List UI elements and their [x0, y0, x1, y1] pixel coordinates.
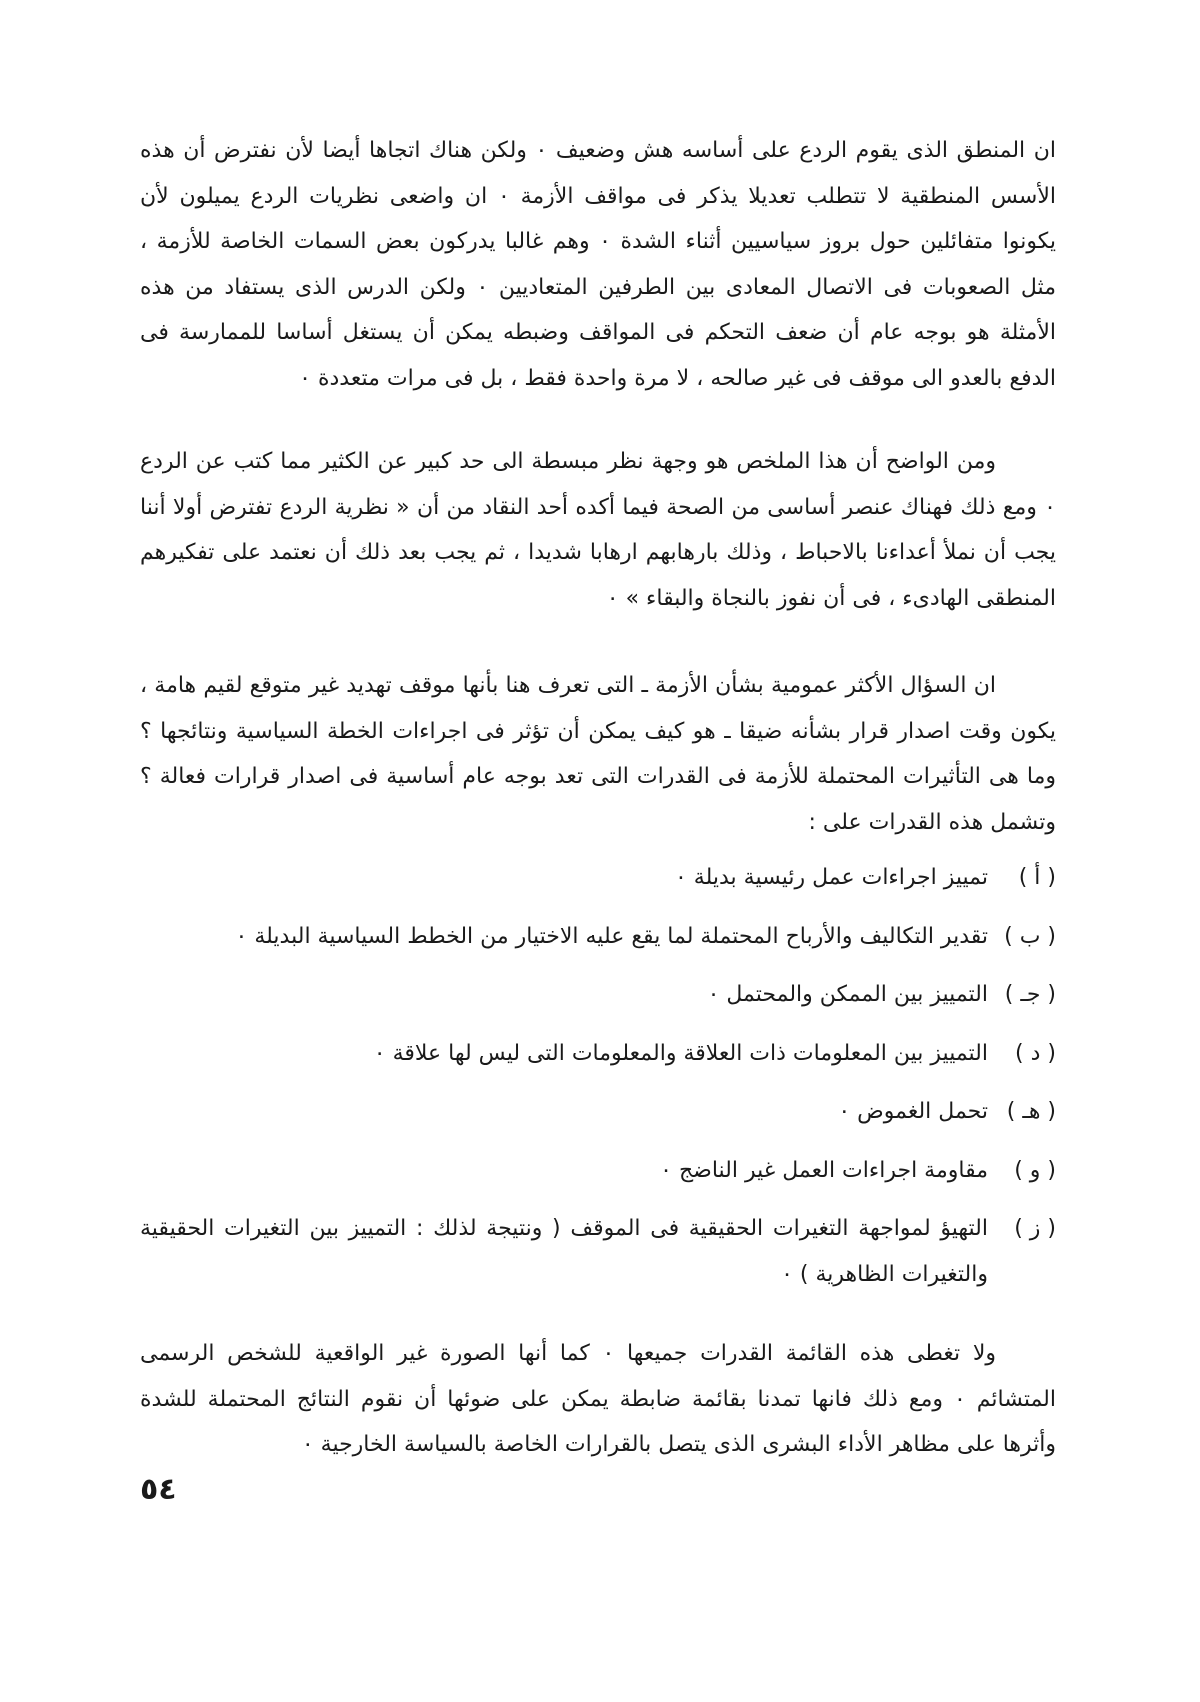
list-marker: ( د )	[1015, 1040, 1056, 1066]
list-item	[140, 1031, 1056, 1077]
paragraph-summary-critique: ومن الواضح أن هذا الملخص هو وجهة نظر مبسطة الى حد كبير عن الكثير مما كتب عن الردع ٠ ومع ذلك فهناك عنصر أساسى من الصحة فيما أكده أحد النقاد من أن « نظرية الردع تفترض أولا أننا يجب أن نملأ أعداءنا بالاحباط ، وذلك بارهابهم ارهابا شديدا ، ثم يجب بعد ذلك أن نعتمد على تفكيرهم المنطقى الهادىء ، فى أن نفوز بالنجاة والبقاء » ٠	[140, 449, 1056, 611]
list-item-text: تمييز اجراءات عمل رئيسية بديلة ٠	[674, 865, 988, 890]
list-item-text: التهيؤ لمواجهة التغيرات الحقيقية فى الموقف ( ونتيجة لذلك : التمييز بين التغيرات الحقيقية والتغيرات الظاهرية ) ٠	[140, 1216, 988, 1287]
list-marker: ( ز )	[1014, 1216, 1056, 1241]
list-item	[140, 1206, 1056, 1297]
list-marker: ( جـ )	[1004, 982, 1056, 1007]
list-item	[140, 914, 1056, 960]
capabilities-list	[140, 855, 1056, 1297]
list-item	[140, 1089, 1056, 1135]
list-marker: ( أ )	[1018, 865, 1056, 890]
paragraph-closing: ولا تغطى هذه القائمة القدرات جميعها ٠ كما أنها الصورة غير الواقعية للشخص الرسمى المتشائم ٠ ومع ذلك فانها تمدنا بقائمة ضابطة يمكن على ضوئها أن نقوم النتائج المحتملة للشدة وأثرها على مظاهر الأداء البشرى الذى يتصل بالقرارات الخاصة بالسياسة الخارجية ٠	[140, 1341, 1056, 1457]
paragraph-crisis-question: ان السؤال الأكثر عمومية بشأن الأزمة ـ التى تعرف هنا بأنها موقف تهديد غير متوقع لقيم هامة ، يكون وقت اصدار قرار بشأنه ضيقا ـ هو كيف يمكن أن تؤثر فى اجراءات الخطة السياسية ونتائجها ؟ وما هى التأثيرات المحتملة للأزمة فى القدرات التى تعد بوجه عام أساسية فى اصدار قرارات فعالة ؟ وتشمل هذه القدرات على :	[140, 673, 1056, 835]
list-item-text: التمييز بين المعلومات ذات العلاقة والمعلومات التى ليس لها علاقة ٠	[373, 1040, 988, 1066]
list-marker: ( ب )	[1004, 923, 1056, 949]
list-item	[140, 855, 1056, 901]
list-item-text: تحمل الغموض ٠	[838, 1099, 988, 1124]
list-marker: ( هـ )	[1006, 1099, 1056, 1124]
list-item-text: مقاومة اجراءات العمل غير الناضج ٠	[660, 1157, 988, 1183]
list-item-text: التمييز بين الممكن والمحتمل ٠	[707, 982, 988, 1007]
page-number: ٥٤	[140, 1472, 177, 1507]
list-item-text: تقدير التكاليف والأرباح المحتملة لما يقع عليه الاختيار من الخطط السياسية البديلة ٠	[235, 923, 988, 949]
list-item	[140, 1148, 1056, 1194]
list-marker: ( و )	[1014, 1157, 1056, 1183]
document-body	[140, 128, 1056, 1468]
list-item	[140, 972, 1056, 1018]
paragraph-deterrence-logic: ان المنطق الذى يقوم الردع على أساسه هش وضعيف ٠ ولكن هناك اتجاها أيضا لأن نفترض أن هذه الأسس المنطقية لا تتطلب تعديلا يذكر فى مواقف الأزمة ٠ ان واضعى نظريات الردع يميلون لأن يكونوا متفائلين حول بروز سياسيين أثناء الشدة ٠ وهم غالبا يدركون بعض السمات الخاصة للأزمة ، مثل الصعوبات فى الاتصال المعادى بين الطرفين المتعاديين ٠ ولكن الدرس الذى يستفاد من هذه الأمثلة هو بوجه عام أن ضعف التحكم فى المواقف وضبطه يمكن أن يستغل أساسا للممارسة فى الدفع بالعدو الى موقف فى غير صالحه ، لا مرة واحدة فقط ، بل فى مرات متعددة ٠	[140, 138, 1057, 391]
